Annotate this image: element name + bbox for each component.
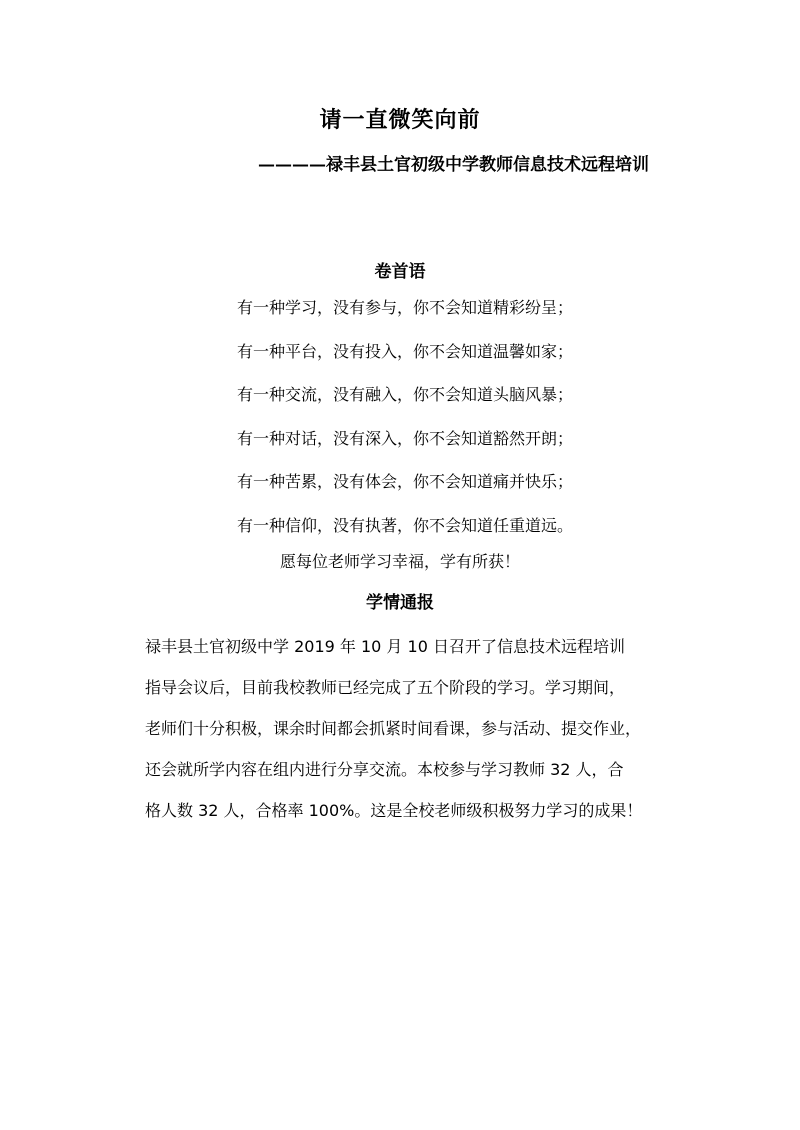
preface-poem — [0, 296, 800, 557]
poem-line: 有一种学习，没有参与，你不会知道精彩纷呈； — [236, 298, 573, 317]
preface-wish: 愿每位老师学习幸福，学有所获！ — [279, 552, 520, 571]
report-line: 指导会议后，目前我校教师已经完成了五个阶段的学习。学习期间， — [145, 678, 626, 697]
report-paragraph — [145, 626, 687, 831]
report-line: 老师们十分积极，课余时间都会抓紧时间看课，参与活动、提交作业， — [145, 719, 642, 738]
report-line: 还会就所学内容在组内进行分享交流。本校参与学习教师 32 人，合 — [145, 760, 624, 779]
page-title: 请一直微笑向前 — [319, 107, 481, 133]
report-line: 禄丰县土官初级中学 2019 年 10 月 10 日召开了信息技术远程培训 — [145, 637, 625, 656]
poem-line: 有一种交流，没有融入，你不会知道头脑风暴； — [236, 385, 573, 404]
poem-line: 有一种对话，没有深入，你不会知道豁然开朗； — [236, 428, 573, 448]
report-heading: 学情通报 — [366, 593, 434, 613]
preface-heading: 卷首语 — [374, 262, 426, 282]
poem-line: 有一种信仰，没有执著，你不会知道任重道远。 — [236, 515, 573, 535]
poem-line: 有一种苦累，没有体会，你不会知道痛并快乐； — [236, 472, 573, 491]
page-subtitle: ————禄丰县土官初级中学教师信息技术远程培训 — [258, 155, 649, 175]
poem-line: 有一种平台，没有投入，你不会知道温馨如家； — [236, 341, 573, 361]
report-line: 格人数 32 人，合格率 100%。这是全校老师级积极努力学习的成果！ — [145, 801, 643, 820]
